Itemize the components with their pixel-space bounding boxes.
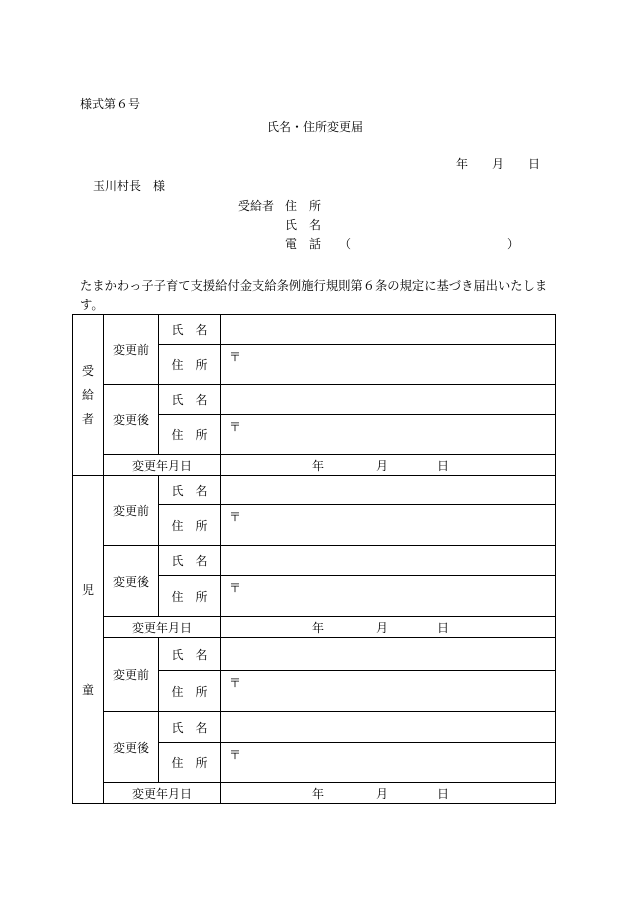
postal-mark: 〒 bbox=[229, 581, 242, 595]
phone-open-paren: （ bbox=[339, 237, 352, 251]
child1-after-name-field[interactable] bbox=[221, 546, 556, 576]
address-label: 住 所 bbox=[159, 345, 221, 385]
child1-before-name-field[interactable] bbox=[221, 476, 556, 505]
recipient-group-label: 受 給 者 bbox=[73, 315, 104, 476]
body-text: たまかわっ子子育て支援給付金支給条例施行規則第６条の規定に基づき届出いたします。 bbox=[80, 279, 548, 312]
child2-after-address-field[interactable] bbox=[221, 743, 556, 783]
address-label: 住 所 bbox=[159, 671, 221, 712]
form-number: 様式第６号 bbox=[80, 97, 141, 111]
name-label: 氏 名 bbox=[159, 546, 221, 576]
child2-change-date-field[interactable]: 年 月 日 bbox=[221, 783, 556, 804]
address-label: 住 所 bbox=[159, 743, 221, 783]
child2-before-label: 変更前 bbox=[104, 638, 159, 712]
change-date-label: 変更年月日 bbox=[104, 617, 221, 638]
child1-after-address-field[interactable] bbox=[221, 576, 556, 617]
address-label: 住 所 bbox=[159, 415, 221, 455]
postal-mark: 〒 bbox=[229, 350, 242, 364]
child-group-label: 児 童 bbox=[73, 476, 104, 804]
child2-after-label: 変更後 bbox=[104, 712, 159, 783]
address-label: 住 所 bbox=[159, 576, 221, 617]
child2-after-name-field[interactable] bbox=[221, 712, 556, 743]
name-label: 氏 名 bbox=[159, 638, 221, 671]
address-label: 住 所 bbox=[159, 505, 221, 546]
child2-before-name-field[interactable] bbox=[221, 638, 556, 671]
child1-before-address-field[interactable] bbox=[221, 505, 556, 546]
name-label: 氏 名 bbox=[159, 476, 221, 505]
recipient-change-date-field[interactable]: 年 月 日 bbox=[221, 455, 556, 476]
addressee: 玉川村長 様 bbox=[93, 179, 166, 193]
recipient-before-name-field[interactable] bbox=[221, 315, 556, 345]
applicant-role: 受給者 bbox=[238, 199, 275, 213]
child1-after-label: 変更後 bbox=[104, 546, 159, 617]
child1-change-date-field[interactable]: 年 月 日 bbox=[221, 617, 556, 638]
recipient-after-label: 変更後 bbox=[104, 385, 159, 455]
postal-mark: 〒 bbox=[229, 420, 242, 434]
recipient-after-name-field[interactable] bbox=[221, 385, 556, 415]
name-label: 氏 名 bbox=[159, 385, 221, 415]
name-label: 氏 名 bbox=[159, 712, 221, 743]
submission-date bbox=[456, 158, 540, 170]
date-month-label: 月 bbox=[492, 157, 505, 171]
child2-before-address-field[interactable] bbox=[221, 671, 556, 712]
child1-before-label: 変更前 bbox=[104, 476, 159, 546]
recipient-before-address-field[interactable] bbox=[221, 345, 556, 385]
change-form-table bbox=[72, 314, 556, 804]
postal-mark: 〒 bbox=[229, 676, 242, 690]
applicant-phone-label: 電 話 bbox=[285, 237, 322, 251]
date-day-label: 日 bbox=[528, 157, 541, 171]
applicant-name-label: 氏 名 bbox=[285, 218, 322, 232]
recipient-before-label: 変更前 bbox=[104, 315, 159, 385]
postal-mark: 〒 bbox=[229, 748, 242, 762]
name-label: 氏 名 bbox=[159, 315, 221, 345]
document-title: 氏名・住所変更届 bbox=[266, 120, 363, 134]
change-date-label: 変更年月日 bbox=[104, 783, 221, 804]
applicant-address-label: 住 所 bbox=[285, 199, 322, 213]
postal-mark: 〒 bbox=[229, 510, 242, 524]
recipient-after-address-field[interactable] bbox=[221, 415, 556, 455]
date-year-label: 年 bbox=[456, 157, 469, 171]
phone-close-paren: ） bbox=[507, 237, 520, 251]
change-date-label: 変更年月日 bbox=[104, 455, 221, 476]
